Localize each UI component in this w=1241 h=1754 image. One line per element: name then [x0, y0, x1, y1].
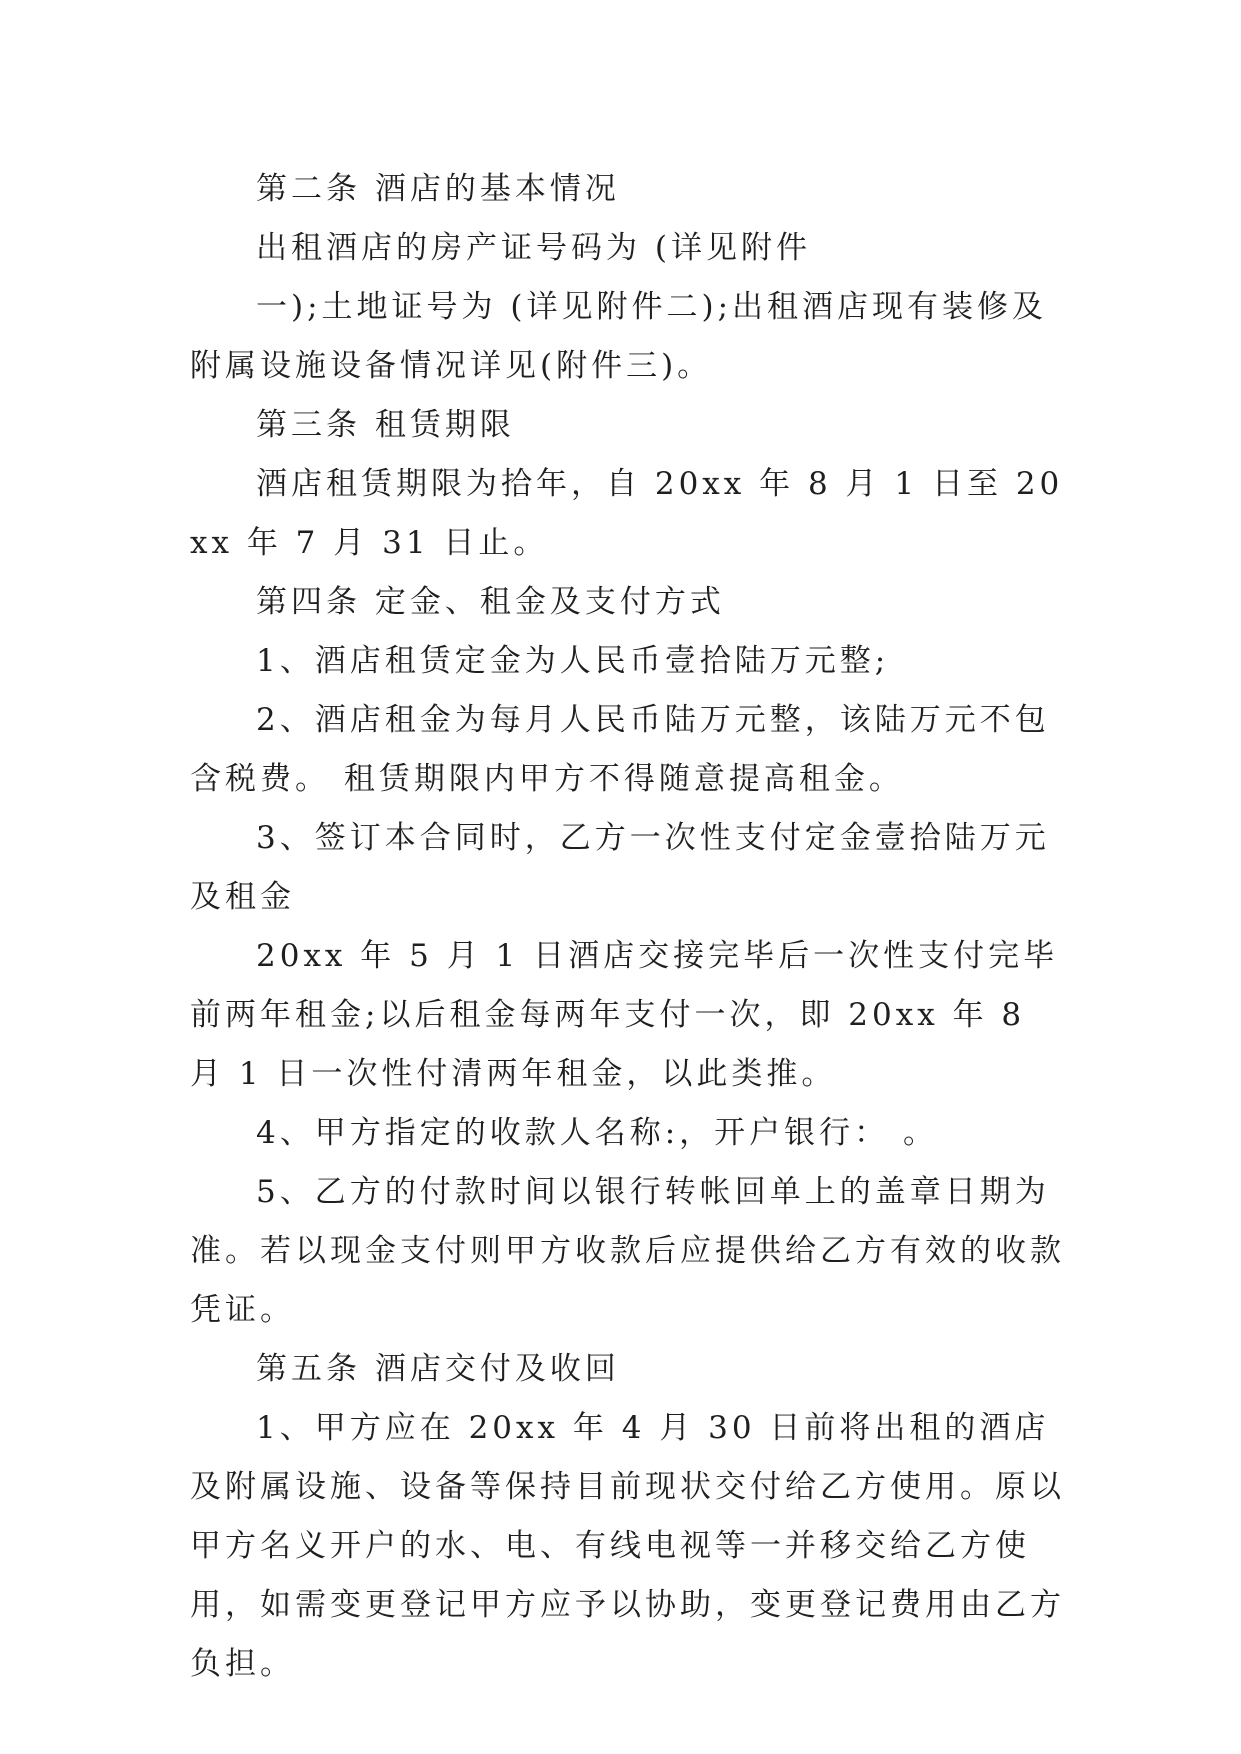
clause-5-1: 1、甲方应在 20xx 年 4 月 30 日前将出租的酒店及附属设施、设备等保持目前现状交付给乙方使用。原以甲方名义开户的水、电、有线电视等一并移交给乙方使用，如需变更登记甲方应予以协助，变更登记费用由乙方负担。 [190, 1410, 1065, 1682]
clause-4-3: 3、签订本合同时，乙方一次性支付定金壹拾陆万元及租金 [190, 820, 1050, 915]
paragraph-lease-term: 酒店租赁期限为拾年，自 20xx 年 8 月 1 日至 20xx 年 7 月 31 日止。 [190, 466, 1064, 561]
clause-4-1: 1、酒店租赁定金为人民币壹拾陆万元整; [256, 643, 890, 679]
clause-4-4: 4、甲方指定的收款人名称:，开户银行： 。 [256, 1115, 939, 1151]
clause-4-3-continued: 20xx 年 5 月 1 日酒店交接完毕后一次性支付完毕前两年租金;以后租金每两年支付一次，即 20xx 年 8 月 1 日一次性付清两年租金，以此类推。 [190, 938, 1059, 1092]
document-body [190, 160, 1070, 1694]
clause-4-5: 5、乙方的付款时间以银行转帐回单上的盖章日期为准。若以现金支付则甲方收款后应提供给乙方有效的收款凭证。 [190, 1174, 1065, 1328]
clause-4-2: 2、酒店租金为每月人民币陆万元整，该陆万元不包含税费。 租赁期限内甲方不得随意提高租金。 [190, 702, 1050, 797]
article-2-heading: 第二条 酒店的基本情况 [256, 171, 620, 207]
paragraph-property-cert: 出租酒店的房产证号码为 (详见附件 [256, 230, 811, 266]
article-4-heading: 第四条 定金、租金及支付方式 [256, 584, 725, 620]
article-5-heading: 第五条 酒店交付及收回 [256, 1351, 620, 1387]
article-3-heading: 第三条 租赁期限 [256, 407, 515, 443]
paragraph-land-cert: 一);土地证号为 (详见附件二);出租酒店现有装修及附属设施设备情况详见(附件三)。 [190, 289, 1048, 384]
